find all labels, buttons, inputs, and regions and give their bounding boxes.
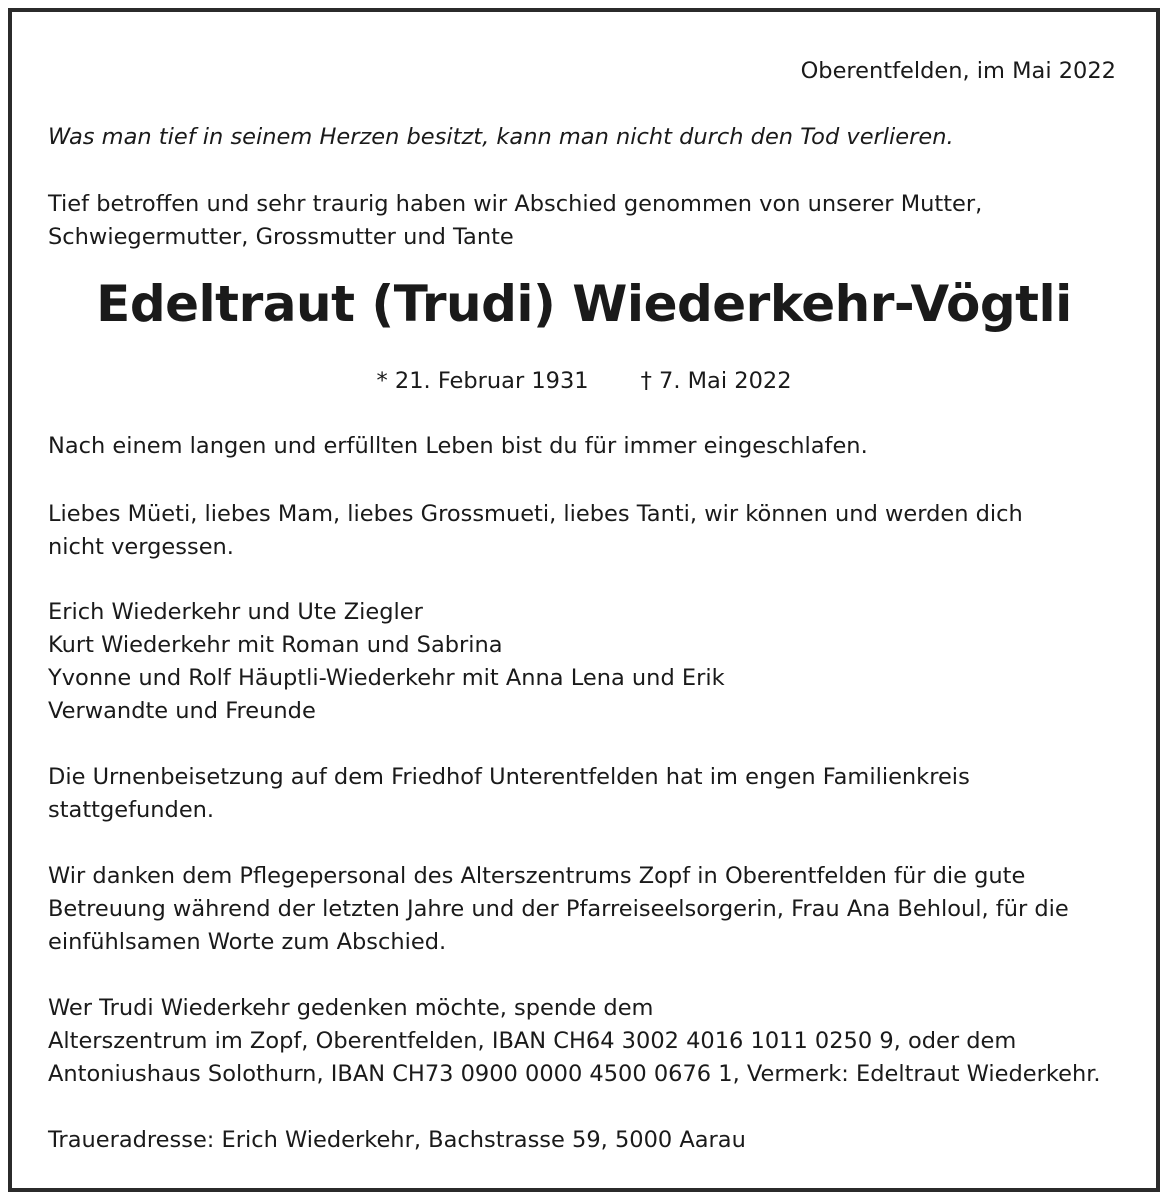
mourner-4: Verwandte und Freunde <box>48 698 316 724</box>
mourner-2: Kurt Wiederkehr mit Roman und Sabrina <box>48 632 503 658</box>
burial-line-1: Die Urnenbeisetzung auf dem Friedhof Unterentfelden hat im engen Familienkreis <box>48 764 970 790</box>
donation-line-3: Antoniushaus Solothurn, IBAN CH73 0900 0000 4500 0676 1, Vermerk: Edeltraut Wiederkehr. <box>48 1061 1101 1087</box>
birth-date: * 21. Februar 1931 <box>376 368 589 394</box>
donation-line-2: Alterszentrum im Zopf, Oberentfelden, IBAN CH64 3002 4016 1011 0250 9, oder dem <box>48 1028 1017 1054</box>
life-dates <box>12 365 1156 398</box>
mourner-3: Yvonne und Rolf Häuptli-Wiederkehr mit Anna Lena und Erik <box>48 665 725 691</box>
message-2-line-1: Liebes Müeti, liebes Mam, liebes Grossmueti, liebes Tanti, wir können und werden dich <box>48 501 1023 527</box>
message-2-line-2: nicht vergessen. <box>48 534 234 560</box>
place-date: Oberentfelden, im Mai 2022 <box>800 58 1116 84</box>
thanks-line-3: einfühlsamen Worte zum Abschied. <box>48 929 447 955</box>
mourner-1: Erich Wiederkehr und Ute Ziegler <box>48 599 423 625</box>
burial-line-2: stattgefunden. <box>48 797 215 823</box>
intro-line-1: Tief betroffen und sehr traurig haben wir Abschied genommen von unserer Mutter, <box>48 191 983 217</box>
intro-line-2: Schwiegermutter, Grossmutter und Tante <box>48 224 514 250</box>
obituary-frame <box>8 8 1160 1192</box>
motto: Was man tief in seinem Herzen besitzt, kann man nicht durch den Tod verlieren. <box>48 124 954 150</box>
obituary-content <box>12 12 1156 1188</box>
deceased-name: Edeltraut (Trudi) Wiederkehr-Vögtli <box>96 275 1072 333</box>
death-date: † 7. Mai 2022 <box>640 368 792 394</box>
thanks-line-2: Betreuung während der letzten Jahre und der Pfarreiseelsorgerin, Frau Ana Behloul, für die <box>48 896 1069 922</box>
mourning-address: Traueradresse: Erich Wiederkehr, Bachstrasse 59, 5000 Aarau <box>48 1127 746 1153</box>
donation-line-1: Wer Trudi Wiederkehr gedenken möchte, spende dem <box>48 995 654 1021</box>
thanks-line-1: Wir danken dem Pflegepersonal des Alterszentrums Zopf in Oberentfelden für die gute <box>48 863 1026 889</box>
message-1: Nach einem langen und erfüllten Leben bist du für immer eingeschlafen. <box>48 433 868 459</box>
